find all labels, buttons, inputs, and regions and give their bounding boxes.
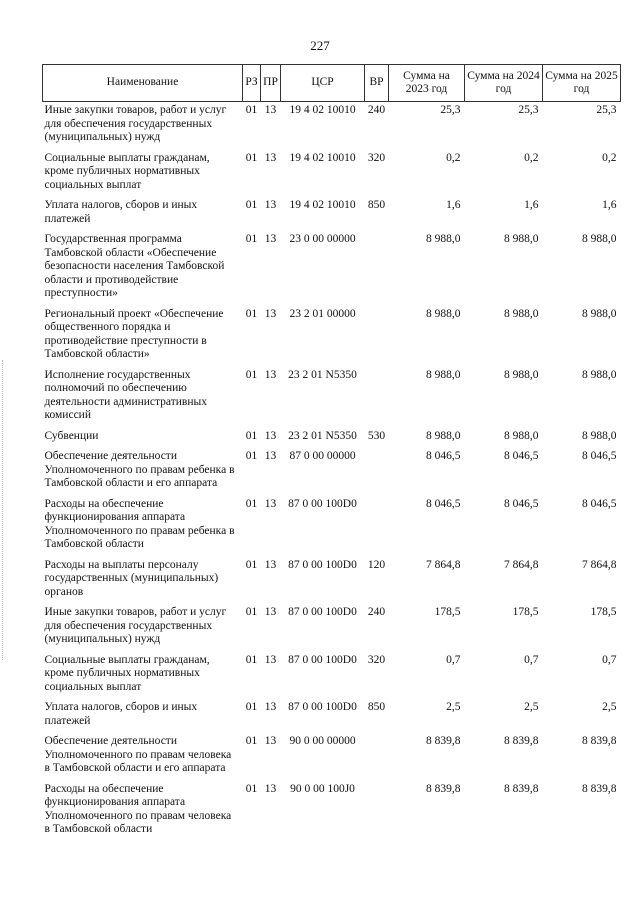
row-sum-2024: 178,5 <box>512 606 539 618</box>
header-sum-2025: Сумма на 2025 год <box>543 65 621 102</box>
row-csr: 87 0 00 100D0 <box>288 653 357 666</box>
header-rz: РЗ <box>243 65 261 102</box>
row-rz: 01 <box>245 429 258 442</box>
row-pr: 13 <box>264 497 277 510</box>
row-name: Иные закупки товаров, работ и услуг для обеспечения государственных (муниципальных) нужд <box>44 606 227 645</box>
row-name: Расходы на обеспечение функционирования аппарата Уполномоченного по правам ребенка в Тамбовской области <box>44 497 235 550</box>
row-sum-2025: 8 046,5 <box>582 497 617 510</box>
header-csr: ЦСР <box>281 65 365 102</box>
header-vr: ВР <box>365 65 389 102</box>
row-pr: 13 <box>264 199 277 211</box>
table-row <box>43 233 621 308</box>
row-rz: 01 <box>245 151 258 164</box>
table-row <box>43 430 621 451</box>
row-sum-2025: 8 988,0 <box>582 307 617 320</box>
table-row <box>43 498 621 559</box>
row-csr: 19 4 02 10010 <box>289 104 356 116</box>
row-vr: 850 <box>367 199 386 211</box>
row-csr: 87 0 00 100D0 <box>288 497 357 510</box>
row-csr: 90 0 00 00000 <box>289 735 356 747</box>
row-sum-2024: 8 988,0 <box>504 429 539 442</box>
row-sum-2025: 25,3 <box>596 104 617 116</box>
row-name: Обеспечение деятельности Уполномоченного по правам ребенка в Тамбовской области и его аппарата <box>44 450 235 489</box>
table-row <box>43 308 621 369</box>
row-sum-2024: 25,3 <box>518 104 539 116</box>
row-vr <box>365 308 389 369</box>
table-row <box>43 199 621 233</box>
table-row <box>43 654 621 702</box>
row-sum-2023: 0,2 <box>446 151 461 164</box>
row-sum-2025: 0,2 <box>602 151 617 164</box>
row-vr <box>365 783 389 844</box>
row-sum-2025: 2,5 <box>602 701 617 713</box>
row-pr: 13 <box>264 653 277 666</box>
row-name: Уплата налогов, сборов и иных платежей <box>44 199 198 225</box>
row-csr: 87 0 00 100D0 <box>288 701 357 713</box>
row-csr: 87 0 00 100D0 <box>288 558 357 571</box>
row-sum-2024: 8 988,0 <box>504 368 539 381</box>
row-sum-2025: 8 988,0 <box>582 368 617 381</box>
row-pr: 13 <box>264 368 277 381</box>
row-sum-2023: 8 988,0 <box>426 429 461 442</box>
row-pr: 13 <box>264 735 277 747</box>
row-vr <box>365 735 389 783</box>
row-pr: 13 <box>264 429 277 442</box>
row-csr: 87 0 00 00000 <box>289 450 356 462</box>
row-pr: 13 <box>264 307 277 320</box>
row-rz: 01 <box>245 497 258 510</box>
row-sum-2023: 8 046,5 <box>426 497 461 510</box>
row-csr: 23 2 01 N5350 <box>288 429 357 442</box>
row-sum-2024: 8 046,5 <box>504 497 539 510</box>
row-pr: 13 <box>264 151 277 164</box>
row-rz: 01 <box>245 450 258 462</box>
row-csr: 90 0 00 100J0 <box>290 782 355 795</box>
row-sum-2023: 8 988,0 <box>426 368 461 381</box>
row-name: Региональный проект «Обеспечение общественного порядка и противодействие преступности в Тамбовской области» <box>44 307 224 360</box>
row-pr: 13 <box>264 233 277 245</box>
row-sum-2023: 8 988,0 <box>426 233 461 245</box>
row-sum-2023: 8 839,8 <box>426 782 461 795</box>
row-sum-2025: 178,5 <box>590 606 617 618</box>
table-row <box>43 701 621 735</box>
row-vr: 850 <box>367 701 386 713</box>
table-row <box>43 102 621 152</box>
row-rz: 01 <box>245 782 258 795</box>
row-sum-2024: 1,6 <box>524 199 539 211</box>
row-sum-2023: 8 046,5 <box>426 450 461 462</box>
row-rz: 01 <box>245 199 258 211</box>
header-pr: ПР <box>261 65 281 102</box>
row-pr: 13 <box>264 450 277 462</box>
row-csr: 19 4 02 10010 <box>289 151 356 164</box>
row-rz: 01 <box>245 653 258 666</box>
row-sum-2023: 2,5 <box>446 701 461 713</box>
header-sum-2023: Сумма на 2023 год <box>389 65 465 102</box>
row-pr: 13 <box>264 782 277 795</box>
page-number: 227 <box>310 38 330 53</box>
row-sum-2024: 2,5 <box>524 701 539 713</box>
table-row <box>43 606 621 654</box>
row-sum-2023: 0,7 <box>446 653 461 666</box>
table-row <box>43 369 621 430</box>
row-name: Расходы на выплаты персоналу государственных (муниципальных) органов <box>44 558 219 598</box>
row-name: Уплата налогов, сборов и иных платежей <box>44 701 198 727</box>
row-sum-2025: 8 839,8 <box>582 735 617 747</box>
row-name: Социальные выплаты гражданам, кроме публичных нормативных социальных выплат <box>44 653 210 693</box>
row-csr: 23 2 01 N5350 <box>288 368 357 381</box>
row-rz: 01 <box>245 233 258 245</box>
row-name: Социальные выплаты гражданам, кроме публичных нормативных социальных выплат <box>44 151 210 191</box>
budget-table <box>42 64 621 844</box>
row-pr: 13 <box>264 558 277 571</box>
row-name: Обеспечение деятельности Уполномоченного по правам человека в Тамбовской области и его аппарата <box>44 735 232 774</box>
table-row <box>43 735 621 783</box>
header-sum-2024: Сумма на 2024 год <box>465 65 543 102</box>
row-name: Иные закупки товаров, работ и услуг для обеспечения государственных (муниципальных) нужд <box>44 104 227 143</box>
row-sum-2023: 7 864,8 <box>426 558 461 571</box>
row-name: Субвенции <box>44 429 99 442</box>
row-rz: 01 <box>245 735 258 747</box>
row-vr: 530 <box>367 429 386 442</box>
header-name: Наименование <box>43 65 243 102</box>
row-sum-2025: 8 046,5 <box>582 450 617 462</box>
row-name: Государственная программа Тамбовской области «Обеспечение безопасности населения Тамбовской области и противодействие преступности» <box>44 233 225 299</box>
row-csr: 23 0 00 00000 <box>289 233 356 245</box>
row-vr <box>365 498 389 559</box>
row-sum-2025: 8 988,0 <box>582 233 617 245</box>
row-rz: 01 <box>245 307 258 320</box>
row-sum-2024: 8 839,8 <box>504 782 539 795</box>
row-sum-2024: 8 988,0 <box>504 307 539 320</box>
row-name: Исполнение государственных полномочий по обеспечению деятельности административных комиссий <box>44 368 207 421</box>
row-sum-2025: 0,7 <box>602 653 617 666</box>
edge-scan-marks <box>2 360 7 660</box>
table-row <box>43 152 621 200</box>
row-sum-2025: 7 864,8 <box>582 558 617 571</box>
row-sum-2024: 8 046,5 <box>504 450 539 462</box>
row-sum-2023: 25,3 <box>440 104 461 116</box>
row-vr <box>365 450 389 498</box>
row-pr: 13 <box>264 701 277 713</box>
table-body <box>43 102 621 844</box>
row-vr: 320 <box>367 151 386 164</box>
row-sum-2023: 8 839,8 <box>426 735 461 747</box>
row-vr: 120 <box>367 558 386 571</box>
row-csr: 19 4 02 10010 <box>289 199 356 211</box>
row-rz: 01 <box>245 368 258 381</box>
table-row <box>43 783 621 844</box>
row-sum-2023: 178,5 <box>434 606 461 618</box>
row-sum-2024: 8 988,0 <box>504 233 539 245</box>
row-csr: 87 0 00 100D0 <box>288 606 357 618</box>
row-rz: 01 <box>245 701 258 713</box>
row-sum-2025: 8 988,0 <box>582 429 617 442</box>
row-rz: 01 <box>245 104 258 116</box>
row-rz: 01 <box>245 606 258 618</box>
row-pr: 13 <box>264 104 277 116</box>
row-sum-2024: 8 839,8 <box>504 735 539 747</box>
row-sum-2024: 0,2 <box>524 151 539 164</box>
row-vr: 320 <box>367 653 386 666</box>
row-sum-2024: 7 864,8 <box>504 558 539 571</box>
table-row <box>43 450 621 498</box>
row-sum-2025: 1,6 <box>602 199 617 211</box>
row-name: Расходы на обеспечение функционирования аппарата Уполномоченного по правам человека в Тамбовской области <box>44 782 232 835</box>
row-pr: 13 <box>264 606 277 618</box>
row-sum-2025: 8 839,8 <box>582 782 617 795</box>
row-sum-2023: 1,6 <box>446 199 461 211</box>
row-sum-2024: 0,7 <box>524 653 539 666</box>
row-vr <box>365 233 389 308</box>
row-csr: 23 2 01 00000 <box>289 307 356 320</box>
table-header-row <box>43 65 621 102</box>
row-sum-2023: 8 988,0 <box>426 307 461 320</box>
row-vr <box>365 369 389 430</box>
row-vr: 240 <box>367 104 386 116</box>
row-vr: 240 <box>367 606 386 618</box>
row-rz: 01 <box>245 558 258 571</box>
table-row <box>43 559 621 607</box>
